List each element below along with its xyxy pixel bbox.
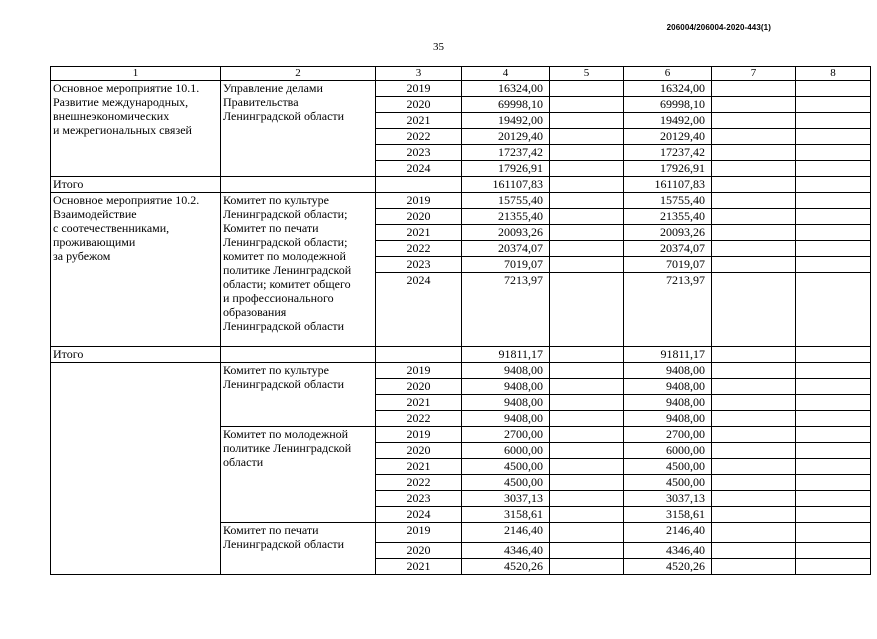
local-funding-cell (712, 443, 796, 459)
year-cell: 2020 (376, 379, 462, 395)
regional-funding-cell: 3037,13 (624, 491, 712, 507)
other-funding-cell (796, 209, 871, 225)
year-cell: 2024 (376, 273, 462, 347)
local-funding-cell (712, 559, 796, 575)
federal-funding-cell (550, 459, 624, 475)
activity-cell (51, 193, 221, 347)
local-funding-cell (712, 177, 796, 193)
header-cell: 8 (796, 67, 871, 81)
federal-funding-cell (550, 225, 624, 241)
federal-funding-cell (550, 193, 624, 209)
year-cell: 2021 (376, 559, 462, 575)
total-funding-cell: 19492,00 (462, 113, 550, 129)
regional-funding-cell: 9408,00 (624, 395, 712, 411)
local-funding-cell (712, 273, 796, 347)
total-funding-cell: 3158,61 (462, 507, 550, 523)
year-cell: 2024 (376, 161, 462, 177)
year-cell: 2020 (376, 543, 462, 559)
executor-cell (221, 81, 376, 177)
header-cell: 5 (550, 67, 624, 81)
year-cell: 2019 (376, 81, 462, 97)
year-cell: 2021 (376, 459, 462, 475)
other-funding-cell (796, 443, 871, 459)
year-cell: 2022 (376, 475, 462, 491)
local-funding-cell (712, 363, 796, 379)
other-funding-cell (796, 225, 871, 241)
local-funding-cell (712, 225, 796, 241)
activity-cell (51, 81, 221, 177)
total-funding-cell: 20093,26 (462, 225, 550, 241)
regional-funding-cell: 161107,83 (624, 177, 712, 193)
local-funding-cell (712, 507, 796, 523)
executor-cell-line: Ленинградской области (223, 109, 345, 123)
year-cell: 2021 (376, 395, 462, 411)
federal-funding-cell (550, 161, 624, 177)
other-funding-cell (796, 543, 871, 559)
federal-funding-cell (550, 523, 624, 543)
federal-funding-cell (550, 543, 624, 559)
regional-funding-cell: 9408,00 (624, 411, 712, 427)
header-cell: 7 (712, 67, 796, 81)
year-cell (376, 177, 462, 193)
total-funding-cell: 7213,97 (462, 273, 550, 347)
other-funding-cell (796, 507, 871, 523)
total-funding-cell: 4500,00 (462, 459, 550, 475)
federal-funding-cell (550, 475, 624, 491)
local-funding-cell (712, 523, 796, 543)
other-funding-cell (796, 411, 871, 427)
activity-cell-line: за рубежом (53, 249, 111, 263)
total-funding-cell: 20374,07 (462, 241, 550, 257)
total-funding-cell: 3037,13 (462, 491, 550, 507)
total-funding-cell: 4500,00 (462, 475, 550, 491)
year-cell (376, 347, 462, 363)
other-funding-cell (796, 241, 871, 257)
year-cell: 2022 (376, 129, 462, 145)
other-funding-cell (796, 81, 871, 97)
regional-funding-cell: 4500,00 (624, 475, 712, 491)
regional-funding-cell: 2146,40 (624, 523, 712, 543)
total-label: Итого (51, 177, 221, 193)
local-funding-cell (712, 129, 796, 145)
federal-funding-cell (550, 241, 624, 257)
federal-funding-cell (550, 491, 624, 507)
local-funding-cell (712, 475, 796, 491)
regional-funding-cell: 91811,17 (624, 347, 712, 363)
total-funding-cell: 16324,00 (462, 81, 550, 97)
year-cell: 2020 (376, 443, 462, 459)
header-cell: 6 (624, 67, 712, 81)
year-cell: 2020 (376, 209, 462, 225)
regional-funding-cell: 6000,00 (624, 443, 712, 459)
executor-cell-line: Ленинградской области; (223, 235, 348, 249)
federal-funding-cell (550, 347, 624, 363)
year-cell: 2019 (376, 193, 462, 209)
regional-funding-cell: 17926,91 (624, 161, 712, 177)
total-row (51, 177, 871, 193)
executor-cell-line: политике Ленинградской (223, 263, 352, 277)
federal-funding-cell (550, 379, 624, 395)
other-funding-cell (796, 379, 871, 395)
executor-cell-line: Ленинградской области; (223, 207, 348, 221)
federal-funding-cell (550, 273, 624, 347)
other-funding-cell (796, 459, 871, 475)
year-cell: 2019 (376, 363, 462, 379)
federal-funding-cell (550, 97, 624, 113)
executor-cell-line: Ленинградской области (223, 319, 345, 333)
year-cell: 2022 (376, 411, 462, 427)
local-funding-cell (712, 459, 796, 475)
federal-funding-cell (550, 443, 624, 459)
activity-cell-line: проживающими (53, 235, 136, 249)
federal-funding-cell (550, 129, 624, 145)
local-funding-cell (712, 411, 796, 427)
executor-cell-line: образования (223, 305, 287, 319)
year-cell: 2023 (376, 257, 462, 273)
executor-cell (221, 193, 376, 347)
header-cell: 1 (51, 67, 221, 81)
total-row (51, 347, 871, 363)
total-funding-cell: 7019,07 (462, 257, 550, 273)
executor-cell (221, 347, 376, 363)
local-funding-cell (712, 257, 796, 273)
regional-funding-cell: 17237,42 (624, 145, 712, 161)
local-funding-cell (712, 97, 796, 113)
total-funding-cell: 20129,40 (462, 129, 550, 145)
total-funding-cell: 9408,00 (462, 379, 550, 395)
executor-cell-line: Комитет по культуре (223, 193, 329, 207)
activity-cell-line: Развитие международных, (53, 95, 189, 109)
local-funding-cell (712, 209, 796, 225)
other-funding-cell (796, 129, 871, 145)
other-funding-cell (796, 177, 871, 193)
other-funding-cell (796, 97, 871, 113)
regional-funding-cell: 4346,40 (624, 543, 712, 559)
local-funding-cell (712, 193, 796, 209)
other-funding-cell (796, 347, 871, 363)
regional-funding-cell: 16324,00 (624, 81, 712, 97)
executor-cell (221, 427, 376, 523)
executor-cell-line: области (223, 455, 264, 469)
regional-funding-cell: 7213,97 (624, 273, 712, 347)
total-funding-cell: 9408,00 (462, 363, 550, 379)
federal-funding-cell (550, 559, 624, 575)
executor-cell-line: Ленинградской области (223, 537, 345, 551)
other-funding-cell (796, 523, 871, 543)
federal-funding-cell (550, 145, 624, 161)
activity-cell (51, 363, 221, 575)
federal-funding-cell (550, 427, 624, 443)
activity-cell-line: Взаимодействие (53, 207, 137, 221)
regional-funding-cell: 21355,40 (624, 209, 712, 225)
regional-funding-cell: 2700,00 (624, 427, 712, 443)
table-row (51, 363, 871, 379)
total-funding-cell: 15755,40 (462, 193, 550, 209)
year-cell: 2023 (376, 145, 462, 161)
total-funding-cell: 9408,00 (462, 411, 550, 427)
other-funding-cell (796, 145, 871, 161)
local-funding-cell (712, 347, 796, 363)
other-funding-cell (796, 427, 871, 443)
other-funding-cell (796, 395, 871, 411)
header-cell: 2 (221, 67, 376, 81)
regional-funding-cell: 20129,40 (624, 129, 712, 145)
other-funding-cell (796, 491, 871, 507)
federal-funding-cell (550, 257, 624, 273)
other-funding-cell (796, 559, 871, 575)
other-funding-cell (796, 273, 871, 347)
other-funding-cell (796, 113, 871, 129)
regional-funding-cell: 9408,00 (624, 379, 712, 395)
total-funding-cell: 69998,10 (462, 97, 550, 113)
local-funding-cell (712, 491, 796, 507)
total-funding-cell: 6000,00 (462, 443, 550, 459)
executor-cell (221, 177, 376, 193)
other-funding-cell (796, 363, 871, 379)
other-funding-cell (796, 257, 871, 273)
total-funding-cell: 4346,40 (462, 543, 550, 559)
table-row (51, 193, 871, 209)
executor-cell-line: Ленинградской области (223, 377, 345, 391)
other-funding-cell (796, 161, 871, 177)
total-funding-cell: 17926,91 (462, 161, 550, 177)
federal-funding-cell (550, 507, 624, 523)
federal-funding-cell (550, 177, 624, 193)
executor-cell-line: области; комитет общего (223, 277, 351, 291)
activity-cell-line: и межрегиональных связей (53, 123, 192, 137)
federal-funding-cell (550, 209, 624, 225)
year-cell: 2019 (376, 427, 462, 443)
other-funding-cell (796, 193, 871, 209)
executor-cell-line: Комитет по культуре (223, 363, 329, 377)
table-row (51, 81, 871, 97)
local-funding-cell (712, 427, 796, 443)
local-funding-cell (712, 241, 796, 257)
executor-cell-line: Комитет по молодежной (223, 427, 349, 441)
executor-cell-line: Комитет по печати (223, 523, 319, 537)
local-funding-cell (712, 145, 796, 161)
activity-cell-line: внешнеэкономических (53, 109, 170, 123)
executor-cell-line: комитет по молодежной (223, 249, 346, 263)
executor-cell (221, 523, 376, 575)
federal-funding-cell (550, 395, 624, 411)
header-cell: 4 (462, 67, 550, 81)
header-row (51, 67, 871, 81)
year-cell: 2022 (376, 241, 462, 257)
local-funding-cell (712, 543, 796, 559)
total-funding-cell: 91811,17 (462, 347, 550, 363)
executor-cell-line: политике Ленинградской (223, 441, 352, 455)
regional-funding-cell: 20374,07 (624, 241, 712, 257)
regional-funding-cell: 9408,00 (624, 363, 712, 379)
total-funding-cell: 9408,00 (462, 395, 550, 411)
total-funding-cell: 2146,40 (462, 523, 550, 543)
activity-cell-line: Основное мероприятие 10.2. (53, 193, 200, 207)
total-funding-cell: 4520,26 (462, 559, 550, 575)
local-funding-cell (712, 395, 796, 411)
local-funding-cell (712, 81, 796, 97)
total-funding-cell: 17237,42 (462, 145, 550, 161)
year-cell: 2021 (376, 225, 462, 241)
federal-funding-cell (550, 113, 624, 129)
year-cell: 2020 (376, 97, 462, 113)
executor-cell-line: Правительства (223, 95, 299, 109)
total-funding-cell: 21355,40 (462, 209, 550, 225)
budget-table (50, 66, 871, 575)
regional-funding-cell: 19492,00 (624, 113, 712, 129)
executor-cell (221, 363, 376, 427)
document-reference-number: 206004/206004-2020-443(1) (666, 23, 771, 32)
executor-cell-line: Управление делами (223, 81, 323, 95)
year-cell: 2019 (376, 523, 462, 543)
regional-funding-cell: 7019,07 (624, 257, 712, 273)
regional-funding-cell: 4500,00 (624, 459, 712, 475)
year-cell: 2024 (376, 507, 462, 523)
regional-funding-cell: 20093,26 (624, 225, 712, 241)
regional-funding-cell: 69998,10 (624, 97, 712, 113)
federal-funding-cell (550, 411, 624, 427)
total-funding-cell: 161107,83 (462, 177, 550, 193)
executor-cell-line: и профессионального (223, 291, 334, 305)
year-cell: 2023 (376, 491, 462, 507)
activity-cell-line: с соотечественниками, (53, 221, 170, 235)
federal-funding-cell (550, 363, 624, 379)
regional-funding-cell: 4520,26 (624, 559, 712, 575)
local-funding-cell (712, 113, 796, 129)
total-label: Итого (51, 347, 221, 363)
regional-funding-cell: 15755,40 (624, 193, 712, 209)
other-funding-cell (796, 475, 871, 491)
regional-funding-cell: 3158,61 (624, 507, 712, 523)
year-cell: 2021 (376, 113, 462, 129)
executor-cell-line: Комитет по печати (223, 221, 319, 235)
activity-cell-line: Основное мероприятие 10.1. (53, 81, 200, 95)
local-funding-cell (712, 379, 796, 395)
local-funding-cell (712, 161, 796, 177)
total-funding-cell: 2700,00 (462, 427, 550, 443)
header-cell: 3 (376, 67, 462, 81)
federal-funding-cell (550, 81, 624, 97)
page-number: 35 (433, 41, 444, 53)
